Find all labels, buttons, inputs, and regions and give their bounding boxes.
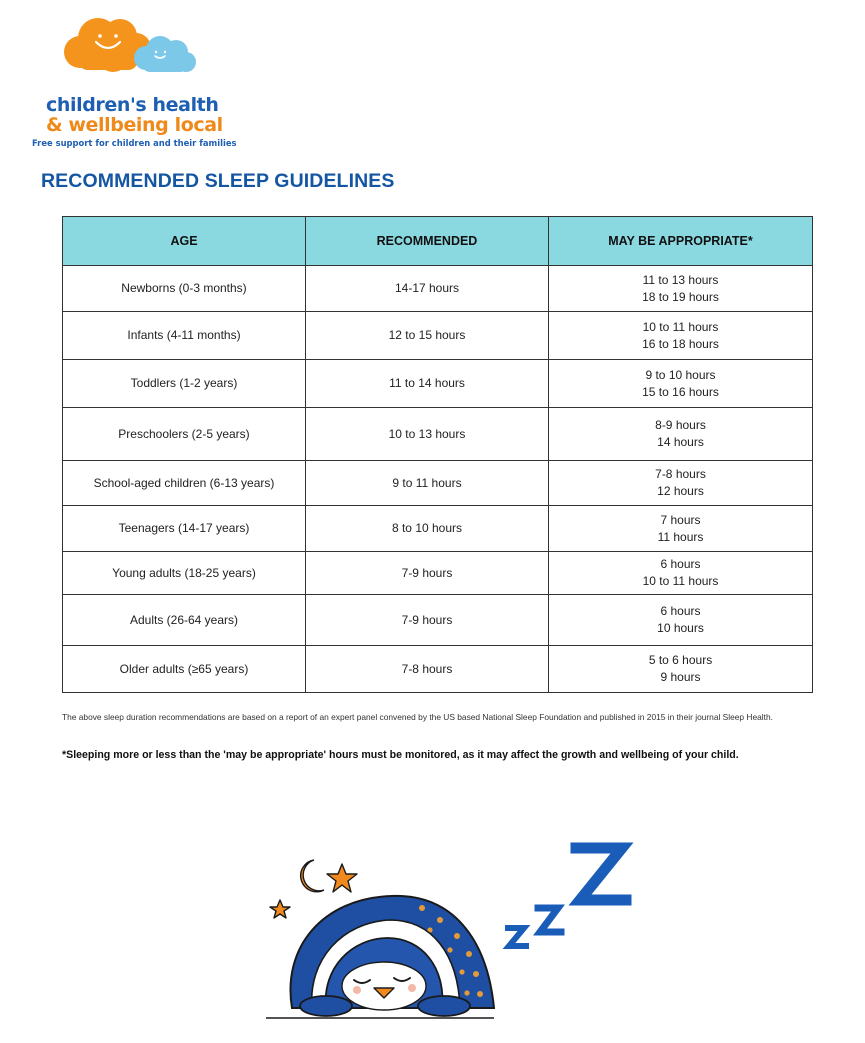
appropriate-low: 7-8 hours	[655, 467, 706, 481]
table-row	[63, 266, 813, 312]
brand-name-line1: children's health	[46, 94, 219, 116]
age-cell: Toddlers (1-2 years)	[63, 360, 306, 408]
appropriate-low: 6 hours	[660, 557, 701, 571]
appropriate-low: 6 hours	[660, 604, 701, 618]
appropriate-low: 8-9 hours	[655, 418, 706, 432]
appropriate-cell	[549, 506, 813, 552]
age-cell: Newborns (0-3 months)	[63, 266, 306, 312]
appropriate-cell	[549, 360, 813, 408]
recommended-cell: 7-9 hours	[306, 552, 549, 595]
appropriate-cell	[549, 552, 813, 595]
column-header-age: AGE	[63, 217, 306, 266]
appropriate-low: 10 to 11 hours	[642, 319, 719, 334]
appropriate-high: 10 hours	[657, 621, 704, 635]
table-row	[63, 312, 813, 360]
recommended-cell: 8 to 10 hours	[306, 506, 549, 552]
age-cell: Young adults (18-25 years)	[63, 552, 306, 595]
appropriate-high: 10 to 11 hours	[642, 574, 719, 588]
appropriate-cell	[549, 266, 813, 312]
source-note: The above sleep duration recommendations are based on a report of an expert panel convened by the US based National Sleep Foundation and published in 2015 in their journal Sleep Health.	[62, 712, 773, 722]
table-row	[63, 595, 813, 646]
table-header-row	[63, 217, 813, 266]
sleeping-penguin-illustration	[262, 838, 642, 1028]
recommended-cell: 14-17 hours	[306, 266, 549, 312]
column-header-recommended: RECOMMENDED	[306, 217, 549, 266]
appropriate-high: 12 hours	[657, 484, 704, 498]
recommended-cell: 7-9 hours	[306, 595, 549, 646]
table-row	[63, 360, 813, 408]
brand-logo	[28, 14, 248, 148]
appropriate-cell	[549, 408, 813, 461]
appropriate-cell	[549, 312, 813, 360]
recommended-cell: 10 to 13 hours	[306, 408, 549, 461]
age-cell: Older adults (≥65 years)	[63, 646, 306, 693]
appropriate-high: 11 hours	[657, 529, 704, 544]
appropriate-low: 9 to 10 hours	[645, 367, 716, 382]
appropriate-high: 14 hours	[657, 435, 704, 449]
age-cell: School-aged children (6-13 years)	[63, 461, 306, 506]
table-row	[63, 646, 813, 693]
sleep-guidelines-table	[62, 216, 813, 693]
age-cell: Teenagers (14-17 years)	[63, 506, 306, 552]
brand-name-line2: & wellbeing local	[46, 114, 223, 136]
star-icon	[327, 864, 357, 892]
moon-icon	[301, 860, 324, 892]
appropriate-high: 9 hours	[660, 670, 701, 684]
footnote: *Sleeping more or less than the 'may be appropriate' hours must be monitored, as it may affect the growth and wellbeing of your child.	[62, 749, 739, 761]
appropriate-cell	[549, 595, 813, 646]
appropriate-high: 16 to 18 hours	[642, 336, 719, 351]
star-icon	[270, 900, 290, 918]
age-cell: Infants (4-11 months)	[63, 312, 306, 360]
table-row	[63, 552, 813, 595]
sun-cloud-icon	[58, 14, 208, 84]
appropriate-low: 11 to 13 hours	[642, 272, 719, 287]
appropriate-high: 18 to 19 hours	[642, 289, 719, 304]
zzz-icon	[508, 848, 626, 946]
appropriate-low: 5 to 6 hours	[648, 653, 713, 667]
age-cell: Adults (26-64 years)	[63, 595, 306, 646]
recommended-cell: 7-8 hours	[306, 646, 549, 693]
table-row	[63, 506, 813, 552]
recommended-cell: 12 to 15 hours	[306, 312, 549, 360]
page-title: RECOMMENDED SLEEP GUIDELINES	[41, 170, 395, 192]
appropriate-cell	[549, 461, 813, 506]
table-row	[63, 408, 813, 461]
brand-tagline: Free support for children and their families	[32, 138, 237, 148]
appropriate-low: 7 hours	[660, 512, 701, 527]
recommended-cell: 9 to 11 hours	[306, 461, 549, 506]
recommended-cell: 11 to 14 hours	[306, 360, 549, 408]
appropriate-cell	[549, 646, 813, 693]
table-row	[63, 461, 813, 506]
age-cell: Preschoolers (2-5 years)	[63, 408, 306, 461]
appropriate-high: 15 to 16 hours	[642, 384, 719, 399]
column-header-may-be-appropriate: MAY BE APPROPRIATE*	[549, 217, 813, 266]
